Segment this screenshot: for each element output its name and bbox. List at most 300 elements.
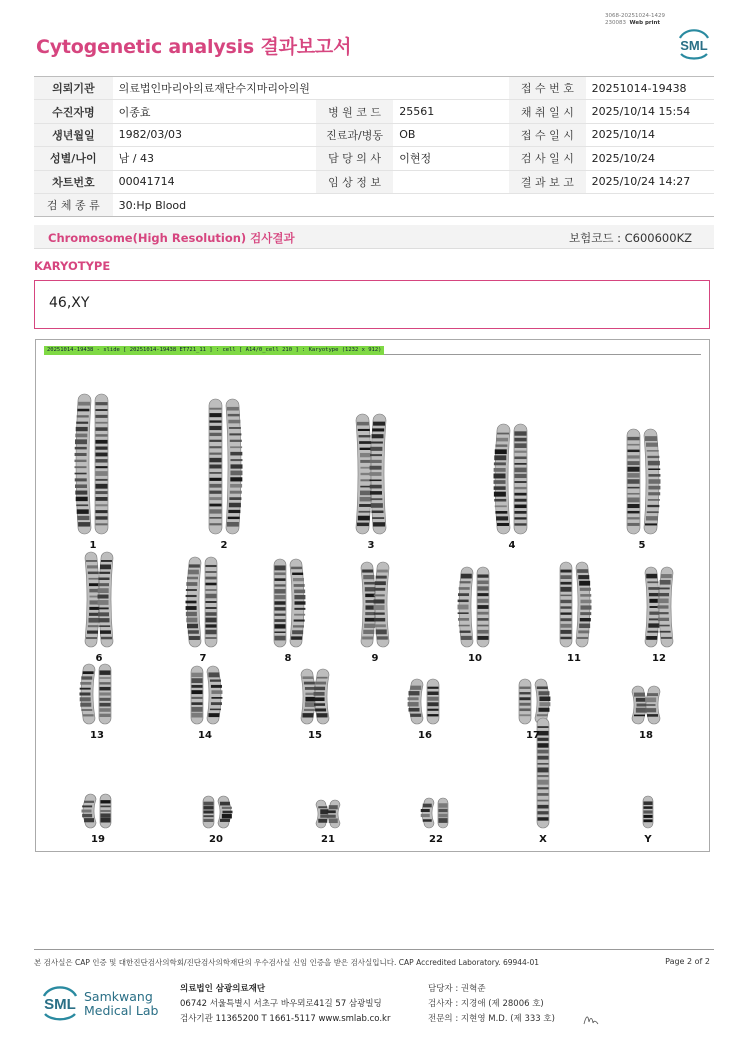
chromosome-band (538, 780, 549, 785)
chromosome-band (275, 607, 286, 610)
chromosome-band (494, 455, 506, 460)
org-name: 의료법인 삼광의료재단 (180, 984, 266, 994)
chromosome-band (206, 565, 217, 567)
chromosome-label: 17 (526, 730, 540, 741)
chromosome-band (410, 686, 421, 690)
chromosome-band (76, 427, 88, 431)
chromosome-band (460, 631, 471, 633)
chromosome-band (101, 637, 112, 639)
chromosome-band (538, 775, 549, 777)
chromosome-band (408, 697, 419, 700)
info-label: 채 취 일 시 (509, 100, 585, 123)
chromosome-band (89, 618, 100, 623)
info-value: 25561 (393, 100, 509, 123)
chromosome-band (561, 575, 572, 579)
footer-divider (34, 949, 714, 950)
chromosome-17-a (519, 679, 531, 724)
chromosome-band (210, 413, 222, 417)
info-value: 20251014-19438 (586, 77, 714, 100)
chromosome-band (80, 688, 91, 690)
chromosome-band (539, 702, 550, 706)
chromosome-band (294, 620, 305, 622)
chromosome-band (515, 523, 527, 525)
chromosome-band (370, 491, 382, 495)
chromosome-band (77, 509, 89, 514)
chromosome-14-b (207, 666, 222, 724)
chromosome-label: 10 (468, 653, 482, 664)
chromosome-band (375, 624, 386, 627)
chromosome-band (520, 697, 531, 700)
info-label: 검 사 일 시 (509, 147, 585, 170)
chromosome-band (647, 631, 658, 633)
chromosome-band (538, 767, 549, 772)
chromosome-band (206, 594, 217, 599)
chromosome-band (223, 811, 233, 814)
chromosome-band (374, 594, 385, 596)
chromosome-band (628, 479, 640, 484)
chromosome-band (329, 818, 338, 823)
chromosome-band (478, 593, 489, 596)
chromosome-band (538, 750, 549, 754)
chromosome-label: 18 (639, 730, 653, 741)
chromosome-band (206, 601, 217, 603)
chromosome-5-b (644, 429, 661, 534)
brand-line1: Samkwang (84, 989, 153, 1004)
chromosome-band (228, 510, 240, 513)
chromosome-band (211, 702, 222, 705)
svg-text:SML: SML (44, 996, 76, 1013)
chromosome-band (364, 582, 375, 585)
info-label (316, 77, 393, 100)
chromosome-band (428, 692, 439, 695)
chromosome-band (561, 637, 572, 639)
chromosome-label: 12 (652, 653, 666, 664)
chromosome-label: 14 (198, 730, 212, 741)
chromosome-band (362, 570, 373, 573)
chromosome-11-a (560, 562, 572, 647)
chromosome-band (478, 612, 489, 615)
chromosome-band (228, 414, 240, 416)
chromosome-band (647, 505, 659, 507)
chromosome-band (647, 714, 658, 717)
chromosome-band (83, 714, 94, 716)
chromosome-15-b (314, 669, 329, 724)
chromosome-band (275, 595, 286, 599)
chromosome-band (370, 460, 382, 463)
chromosome-band (358, 516, 370, 521)
chromosome-band (101, 810, 111, 812)
chromosome-band (99, 578, 110, 580)
chromosome-band (275, 631, 286, 633)
chromosome-band (96, 491, 108, 494)
chromosome-band (75, 453, 87, 456)
chromosome-band (645, 708, 656, 712)
chromosome-band (186, 589, 197, 591)
chromosome-band (649, 479, 661, 484)
chromosome-band (210, 433, 222, 436)
chromosome-label: 8 (284, 653, 292, 664)
chromosome-band (628, 444, 640, 446)
chromosome-band (317, 713, 328, 717)
chromosome-band (579, 624, 590, 628)
chromosome-band (192, 685, 203, 688)
chromosome-band (561, 595, 572, 597)
chromosome-band (187, 624, 198, 629)
chromosome-band (478, 618, 489, 621)
info-row (34, 170, 714, 193)
chromosome-band (275, 619, 286, 622)
chromosome-band (292, 573, 303, 575)
chromosome-band (375, 581, 386, 585)
chromosome-band (577, 569, 588, 573)
chromosome-band (359, 511, 371, 513)
chromosome-9-a (361, 562, 376, 647)
chromosome-band (628, 517, 640, 519)
chromosome-band (98, 583, 109, 586)
chromosome-band (561, 587, 572, 592)
chromosome-band (365, 618, 376, 622)
report-code-line1: 3068-20251024-1429 (605, 13, 665, 19)
chromosome-band (494, 492, 506, 497)
chromosome-band (96, 422, 108, 424)
chromosome-band (494, 499, 506, 502)
chromosome-band (515, 499, 527, 502)
report-code (605, 13, 665, 27)
chromosome-3-b (370, 414, 387, 534)
chromosome-band (99, 572, 110, 574)
karyotype-result: 46,XY (49, 295, 90, 311)
chromosome-band (439, 803, 448, 808)
info-value: 1982/03/03 (113, 123, 316, 146)
chromosome-band (374, 588, 385, 591)
chromosome-band (409, 691, 420, 695)
chromosome-label: 1 (89, 540, 97, 551)
chromosome-band (357, 523, 369, 526)
chromosome-band (210, 408, 222, 410)
chromosome-band (210, 497, 222, 500)
chromosome-band (495, 444, 507, 446)
chromosome-band (192, 713, 203, 718)
chromosome-band (75, 478, 87, 481)
insurance-code: 보험코드 : C600600KZ (569, 231, 692, 245)
chromosome-band (81, 676, 92, 679)
chromosome-band (628, 455, 640, 458)
chromosome-1-a (75, 394, 91, 534)
chromosome-band (222, 814, 232, 818)
chromosome-11-b (576, 562, 591, 647)
chromosome-band (210, 426, 222, 430)
chromosome-band (96, 459, 108, 462)
chromosome-band (100, 687, 111, 690)
chromosome-band (100, 703, 111, 707)
chromosome-band (494, 474, 506, 479)
karyotype-result-box (34, 280, 710, 329)
chromosome-band (660, 580, 671, 585)
chromosome-band (371, 441, 383, 443)
chromosome-band (83, 671, 94, 674)
chromosome-band (646, 443, 658, 447)
chromosome-band (206, 607, 217, 609)
chromosome-7-a (186, 557, 202, 647)
chromosome-band (628, 497, 640, 502)
chromosome-band (318, 819, 327, 823)
chromosome-label: 5 (638, 540, 646, 551)
chromosome-band (458, 618, 469, 621)
chromosome-band (360, 448, 372, 450)
info-label: 의뢰기관 (34, 77, 113, 100)
chromosome-band (374, 618, 385, 622)
chromosome-band (100, 714, 111, 717)
chromosome-band (210, 509, 222, 513)
chromosome-band (538, 800, 549, 802)
chromosome-band (96, 523, 108, 525)
chromosome-band (520, 703, 531, 706)
chromosome-10-b (477, 567, 489, 647)
info-value (393, 77, 509, 100)
chromosome-22-b (438, 798, 448, 828)
chromosome-band (478, 586, 489, 590)
chromosome-band (538, 726, 549, 728)
chromosome-band (628, 467, 640, 472)
chromosome-band (275, 565, 286, 570)
chromosome-band (84, 801, 94, 803)
karyotype-image-header: 20251014-19438 - slide [ 20251014-19438 ET721_11 ] : cell [ A14/0_cell 210 ] : Karyotype (1232 x 912) (44, 346, 384, 355)
chromosome-band (537, 714, 548, 716)
chromosome-band (186, 612, 197, 616)
chromosome-band (628, 493, 640, 495)
chromosome-band (520, 692, 531, 694)
chromosome-band (515, 493, 527, 496)
chromosome-band (314, 687, 325, 690)
chromosome-band (515, 438, 527, 442)
chromosome-band (210, 478, 222, 481)
chromosome-label: 16 (418, 730, 432, 741)
chromosome-band (96, 484, 108, 489)
chromosome-band (578, 575, 589, 579)
chromosome-band (98, 595, 109, 599)
chromosome-16-b (427, 679, 439, 724)
chromosome-band (229, 427, 241, 429)
chromosome-band (478, 630, 489, 634)
chromosome-band (658, 605, 669, 608)
chromosome-band (644, 810, 653, 813)
chromosome-band (98, 588, 109, 593)
chromosome-band (87, 631, 98, 634)
chromosome-band (370, 498, 382, 500)
chromosome-band (78, 522, 90, 526)
chromosome-band (362, 636, 373, 639)
chromosome-band (377, 570, 388, 573)
chromosome-band (315, 708, 326, 711)
chromosome-band (520, 714, 531, 716)
chromosome-band (100, 630, 111, 633)
chromosome-band (210, 440, 222, 442)
sml-logo-icon (674, 26, 714, 60)
chromosome-band (515, 517, 527, 519)
info-value: 00041714 (113, 170, 316, 193)
info-value: 이종효 (113, 100, 316, 123)
chromosome-band (75, 460, 87, 462)
chromosome-band (206, 589, 217, 591)
chromosome-band (648, 461, 660, 466)
chromosome-band (210, 709, 221, 711)
chromosome-band (206, 577, 217, 580)
chromosome-band (374, 612, 385, 614)
chromosome-band (100, 698, 111, 701)
chromosome-13-a (80, 664, 96, 724)
chromosome-band (275, 578, 286, 581)
chromosome-band (658, 618, 669, 621)
chromosome-band (494, 462, 506, 465)
chromosome-band (304, 709, 315, 711)
chromosome-band (538, 743, 549, 747)
chromosome-band (96, 415, 108, 418)
chromosome-band (82, 814, 92, 817)
chromosome-2-b (226, 399, 243, 534)
chromosome-band (515, 504, 527, 508)
chromosome-band (376, 629, 387, 634)
chromosome-19-a (82, 794, 97, 828)
chromosome-band (377, 636, 388, 639)
chromosome-band (275, 601, 286, 605)
chromosome-band (428, 714, 439, 716)
chromosome-band (77, 415, 89, 417)
chromosome-band (644, 806, 653, 809)
chromosome-band (208, 713, 219, 717)
info-label: 임 상 정 보 (316, 170, 393, 193)
chromosome-band (80, 692, 91, 695)
chromosome-band (229, 503, 241, 508)
chromosome-band (515, 481, 527, 483)
chromosome-label: 19 (91, 834, 105, 845)
chromosome-6-b (98, 552, 113, 647)
chromosome-band (186, 582, 197, 586)
chromosome-band (428, 687, 439, 689)
chromosome-band (230, 477, 242, 481)
chromosome-band (230, 440, 242, 442)
chromosome-9-b (374, 562, 389, 647)
chromosome-band (210, 679, 221, 681)
chromosome-band (275, 572, 286, 575)
org-contact: 검사기관 11365200 T 1661-5117 www.smlab.co.kr (180, 1014, 391, 1024)
chromosome-band (648, 587, 659, 590)
chromosome-band (478, 599, 489, 603)
info-label: 성별/나이 (34, 147, 113, 170)
chromosome-band (222, 807, 232, 809)
chromosome-band (539, 696, 550, 701)
organization-info (180, 982, 390, 1027)
chromosome-band (101, 806, 111, 808)
chromosome-band (81, 709, 92, 711)
chromosome-band (230, 484, 242, 488)
chromosome-17-b (535, 679, 550, 724)
chromosome-band (478, 581, 489, 585)
chromosome-band (370, 485, 382, 489)
karyotype-image (35, 339, 710, 852)
chromosome-band (98, 612, 109, 616)
chromosome-band (370, 466, 382, 470)
chromosome-band (647, 456, 659, 458)
chromosome-band (210, 453, 222, 455)
chromosome-band (96, 434, 108, 436)
chromosome-label: Y (644, 834, 652, 845)
report-title: Cytogenetic analysis 결과보고서 (36, 36, 352, 58)
chromosome-band (291, 567, 302, 569)
chromosome-band (494, 486, 506, 490)
chromosome-band (561, 582, 572, 585)
chromosome-band (628, 504, 640, 508)
chromosome-band (646, 574, 657, 579)
chromosome-band (459, 587, 470, 590)
chromosome-band (88, 625, 99, 627)
chromosome-band (460, 581, 471, 583)
chromosome-band (538, 811, 549, 814)
chromosome-band (86, 560, 97, 562)
chromosome-band (100, 692, 111, 695)
chromosome-band (648, 474, 660, 477)
chromosome-band (329, 805, 338, 809)
chromosome-band (580, 618, 591, 621)
chromosome-band (458, 593, 469, 596)
chromosome-band (75, 447, 87, 450)
chromosome-band (189, 564, 200, 567)
info-label: 차트번호 (34, 170, 113, 193)
chromosome-band (186, 606, 197, 610)
chromosome-15-a (301, 669, 316, 724)
chromosome-band (645, 704, 656, 706)
chromosome-band (76, 497, 88, 501)
chromosome-6-a (85, 552, 100, 647)
chromosome-band (495, 449, 507, 454)
chromosome-band (275, 614, 286, 616)
chromosome-band (364, 624, 375, 628)
chromosome-band (647, 693, 658, 696)
chromosome-band (294, 595, 305, 599)
chromosome-band (409, 708, 420, 712)
org-address: 06742 서울특별시 서초구 바우뫼로41길 57 삼광빌딩 (180, 999, 382, 1009)
chromosome-band (302, 676, 313, 679)
chromosome-band (304, 682, 315, 685)
chromosome-band (192, 673, 203, 677)
chromosome-band (439, 814, 448, 818)
chromosome-band (227, 407, 239, 411)
chromosome-label: 6 (95, 653, 103, 664)
chromosome-band (538, 805, 549, 809)
chromosome-band (96, 409, 108, 411)
info-row (34, 147, 714, 170)
chromosome-band (315, 682, 326, 685)
chromosome-7-b (205, 557, 217, 647)
chromosome-band (101, 800, 111, 803)
chromosome-band (327, 815, 336, 818)
svg-text:SML: SML (680, 38, 708, 53)
chromosome-band (580, 594, 591, 597)
chromosome-band (210, 420, 222, 422)
chromosome-band (101, 813, 111, 817)
chromosome-label: 20 (209, 834, 223, 845)
chromosome-band (206, 612, 217, 616)
chromosome-14-a (191, 666, 203, 724)
chromosome-band (628, 487, 640, 489)
result-section-bar (34, 225, 714, 249)
info-value: 2025/10/14 (586, 123, 714, 146)
accreditation-note: 본 검사실은 CAP 인증 및 대한진단검사의학회/진단검사의학재단의 우수검사실 신임 인증을 받은 검사실입니다. CAP Accredited Laboratory. 69944-01 (34, 958, 540, 967)
chromosome-band (210, 504, 222, 507)
chromosome-band (515, 431, 527, 435)
chromosome-band (561, 600, 572, 603)
chromosome-band (520, 687, 531, 689)
chromosome-band (538, 793, 549, 796)
